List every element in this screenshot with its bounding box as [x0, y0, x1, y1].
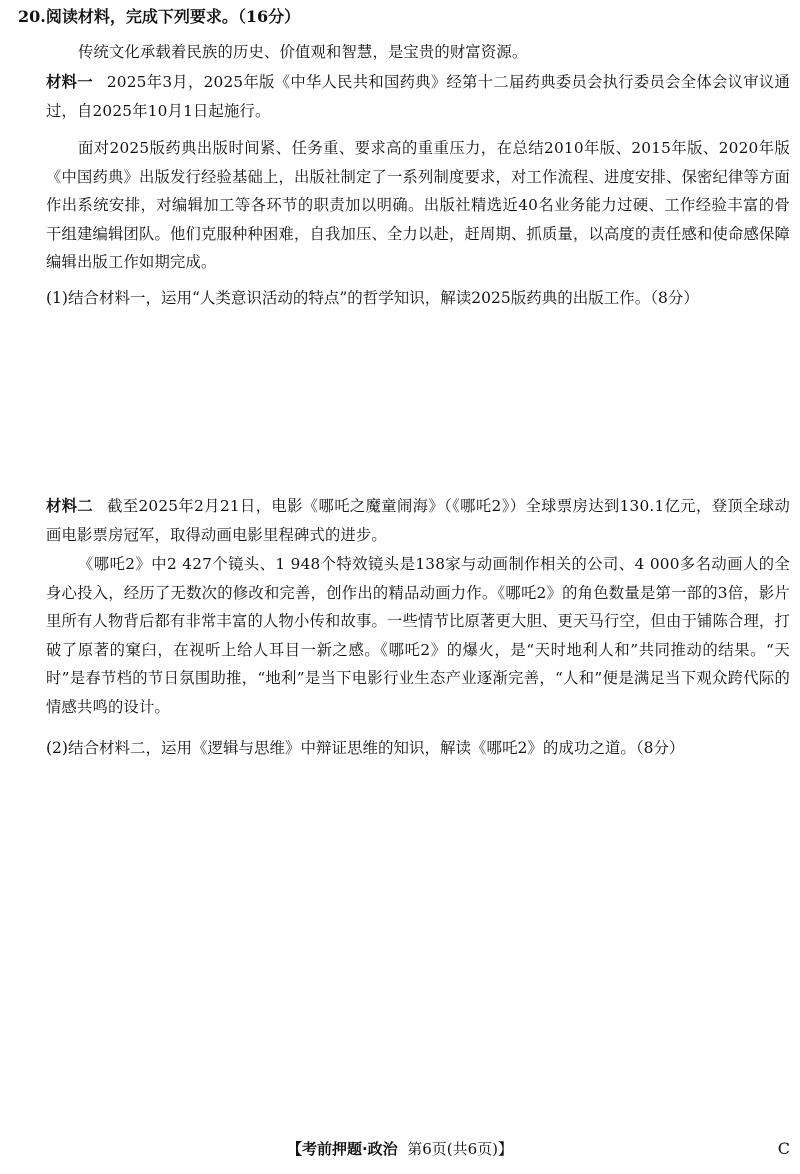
material1-text1: 2025年3月，2025年版《中华人民共和国药典》经第十二届药典委员会执行委员会全体会议审议通过，自2025年10月1日起施行。: [46, 73, 790, 120]
material1-paragraph1: [46, 68, 790, 125]
question-1: (1)结合材料一，运用“人类意识活动的特点”的哲学知识，解读2025版药典的出版工作。（8分）: [46, 289, 699, 307]
material1-paragraph2: 面对2025版药典出版时间紧、任务重、要求高的重重压力，在总结2010年版、2015年版、2020年版《中国药典》出版发行经验基础上，出版社制定了一系列制度要求，对工作流程、进度安排、保密纪律等方面作出系统安排，对编辑加工等各环节的职责加以明确。出版社精选近40名业务能力过硬、工作经验丰富的骨干组建编辑团队。他们克服种种困难，自我加压、全力以赴，赶周期、抓质量，以高度的责任感和使命感保障编辑出版工作如期完成。: [46, 139, 790, 272]
page-footer: [0, 1138, 800, 1160]
intro-paragraph: 传统文化承载着民族的历史、价值观和智慧，是宝贵的财富资源。: [78, 43, 528, 61]
footer-page-number: 第6页(共6页)】: [407, 1140, 514, 1158]
material2-paragraph1: [46, 492, 790, 549]
material1-label: 材料一: [46, 73, 93, 91]
material2-paragraph2: 《哪吒2》中2 427个镜头、1 948个特效镜头是138家与动画制作相关的公司、4 000多名动画人的全身心投入，经历了无数次的修改和完善，创作出的精品动画力作。《哪吒2》的角色数量是第一部的3倍，影片里所有人物背后都有非常丰富的人物小传和故事。一些情节比原著更大胆、更天马行空，但由于铺陈合理，打破了原著的窠臼，在视听上给人耳目一新之感。《哪吒2》的爆火，是“天时地利人和”共同推动的结果。“天时”是春节档的节日氛围助推，“地利”是当下电影行业生态产业逐渐完善，“人和”便是满足当下观众跨代际的情感共鸣的设计。: [46, 555, 790, 716]
material2-text1: 截至2025年2月21日，电影《哪吒之魔童闹海》（《哪吒2》）全球票房达到130.1亿元，登顶全球动画电影票房冠军，取得动画电影里程碑式的进步。: [46, 497, 790, 544]
question-2: (2)结合材料二，运用《逻辑与思维》中辩证思维的知识，解读《哪吒2》的成功之道。（8分）: [46, 739, 685, 757]
question-title: 20.阅读材料，完成下列要求。（16分）: [18, 7, 301, 26]
material2-label: 材料二: [46, 497, 94, 515]
footer-brand: 【考前押题·政治: [286, 1140, 398, 1158]
footer-version: C: [777, 1139, 790, 1158]
